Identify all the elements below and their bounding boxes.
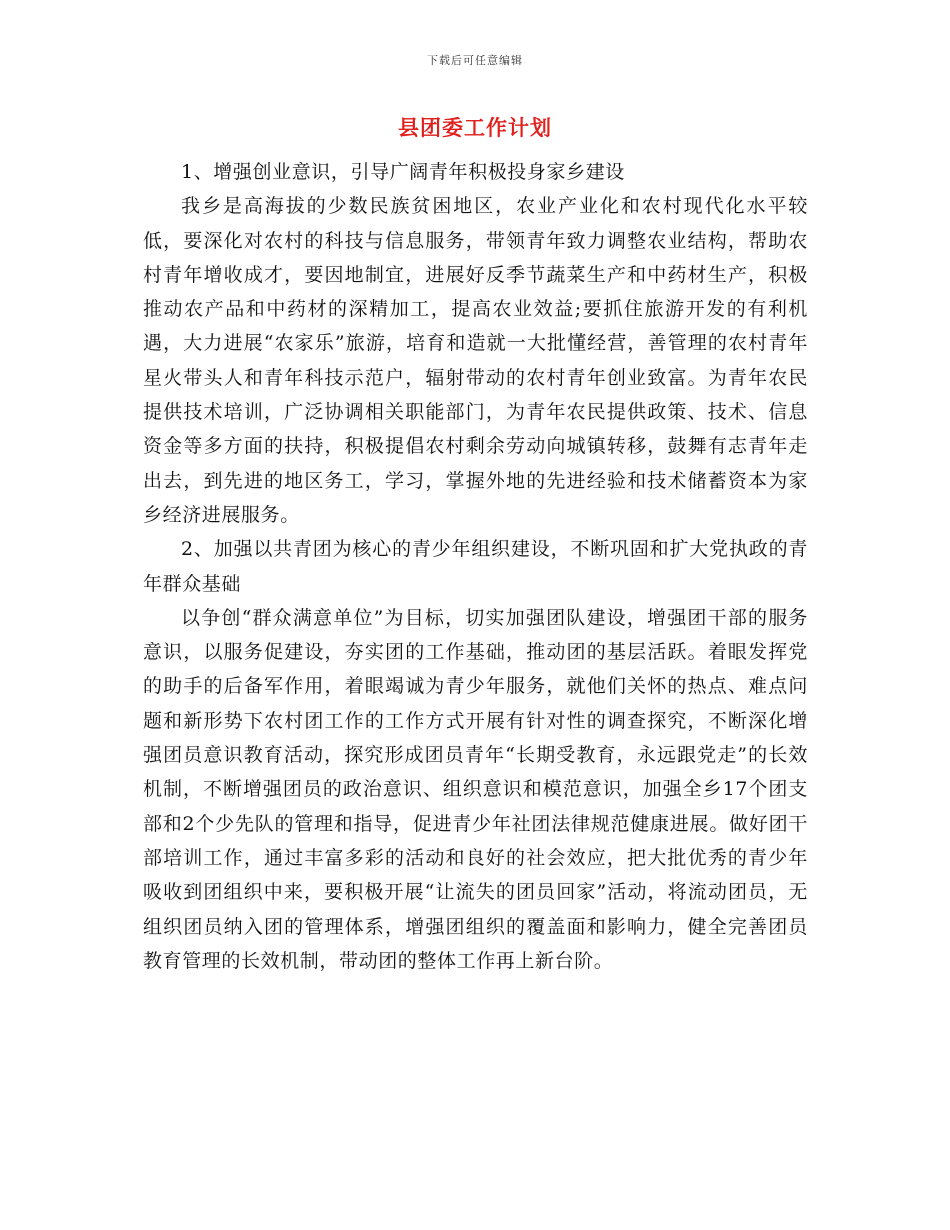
section-heading-2: 2、加强以共青团为核心的青少年组织建设，不断巩固和扩大党执政的青年群众基础: [143, 538, 808, 595]
section-heading-1: 1、增强创业意识，引导广阔青年积极投身家乡建设: [181, 161, 625, 183]
document-title: 县团委工作计划: [398, 115, 552, 140]
body-paragraph-1: 我乡是高海拔的少数民族贫困地区，农业产业化和农村现代化水平较低，要深化对农村的科技与信息服务，带领青年致力调整农业结构，帮助农村青年增收成才，要因地制宜，进展好反季节蔬菜生产和中药材生产，积极推动农产品和中药材的深精加工，提高农业效益;要抓住旅游开发的有利机遇，大力进展“农家乐”旅游，培育和造就一大批懂经营，善管理的农村青年星火带头人和青年科技示范户，辐射带动的农村青年创业致富。为青年农民提供技术培训，广泛协调相关职能部门，为青年农民提供政策、技术、信息资金等多方面的扶持，积极提倡农村剩余劳动向城镇转移，鼓舞有志青年走出去，到先进的地区务工，学习，掌握外地的先进经验和技术储蓄资本为家乡经济进展服务。: [143, 195, 808, 526]
header-note: 下载后可任意编辑: [427, 54, 523, 67]
body-paragraph-2: 以争创“群众满意单位”为目标，切实加强团队建设，增强团干部的服务意识，以服务促建设，夯实团的工作基础，推动团的基层活跃。着眼发挥党的助手的后备军作用，着眼竭诚为青少年服务，就他们关怀的热点、难点问题和新形势下农村团工作的工作方式开展有针对性的调查探究，不断深化增强团员意识教育活动，探究形成团员青年“长期受教育，永远跟党走”的长效机制，不断增强团员的政治意识、组织意识和模范意识，加强全乡17个团支部和2个少先队的管理和指导，促进青少年社团法律规范健康进展。做好团干部培训工作，通过丰富多彩的活动和良好的社会效应，把大批优秀的青少年吸收到团组织中来，要积极开展“让流失的团员回家”活动，将流动团员，无组织团员纳入团的管理体系，增强团组织的覆盖面和影响力，健全完善团员教育管理的长效机制，带动团的整体工作再上新台阶。: [143, 606, 808, 972]
document-body: [143, 155, 808, 978]
